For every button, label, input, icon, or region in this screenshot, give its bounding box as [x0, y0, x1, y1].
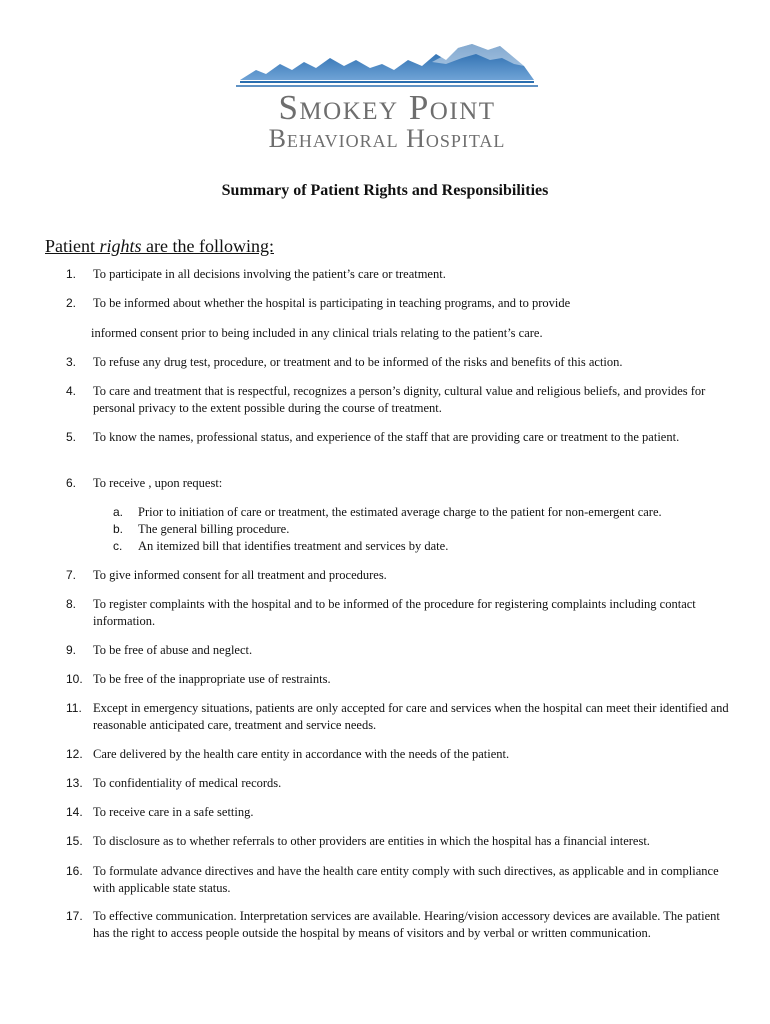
list-item: 8. To register complaints with the hospital and to be informed of the procedure for registering complaints including contact information. — [66, 597, 696, 628]
logo-name-line2: Behavioral Hospital — [268, 124, 506, 153]
list-item: 16. To formulate advance directives and have the health care entity comply with such directives, as applicable and in compliance with applicable state status. — [66, 864, 719, 895]
sub-list-item: a. Prior to initiation of care or treatment, the estimated average charge to the patient for non-emergent care. — [113, 505, 662, 519]
list-item: 15. To disclosure as to whether referrals to other providers are entities in which the hospital has a financial interest. — [66, 834, 650, 848]
mountain-logo-icon — [232, 40, 542, 90]
list-item: 11. Except in emergency situations, patients are only accepted for care and services when the hospital can meet their identified and reasonable anticipated care, treatment and service needs. — [66, 701, 729, 732]
section-heading: Patient rights are the following: — [45, 236, 274, 256]
list-item: 7. To give informed consent for all treatment and procedures. — [66, 568, 387, 582]
list-item: 1. To participate in all decisions involving the patient’s care or treatment. — [66, 267, 446, 281]
list-item: 2. To be informed about whether the hospital is participating in teaching programs, and to provide — [66, 296, 571, 310]
list-item: 10. To be free of the inappropriate use of restraints. — [66, 672, 331, 686]
list-item: 14. To receive care in a safe setting. — [66, 805, 254, 819]
list-item: 5. To know the names, professional status, and experience of the staff that are providing care or treatment to the patient. — [66, 430, 680, 444]
document-title: Summary of Patient Rights and Responsibilities — [221, 182, 549, 199]
list-item: 17. To effective communication. Interpretation services are available. Hearing/vision accessory devices are available. The patient has the right to access people outside the hospital by means of visitors and by verbal or written communication. — [66, 909, 720, 940]
list-item: 4. To care and treatment that is respectful, recognizes a person’s dignity, cultural value and religious beliefs, and provides for personal privacy to the extent possible during the course of treatment. — [66, 384, 706, 415]
list-item: 12. Care delivered by the health care entity in accordance with the needs of the patient. — [66, 747, 510, 761]
list-item-continuation: informed consent prior to being included in any clinical trials relating to the patient’s care. — [91, 326, 543, 340]
sub-list-item: c. An itemized bill that identifies treatment and services by date. — [113, 539, 449, 553]
list-item: 3. To refuse any drug test, procedure, or treatment and to be informed of the risks and benefits of this action. — [66, 355, 623, 369]
list-item: 9. To be free of abuse and neglect. — [66, 643, 253, 657]
list-item: 13. To confidentiality of medical records. — [66, 776, 282, 790]
sub-list-item: b. The general billing procedure. — [113, 522, 290, 536]
logo-name-line1: Smokey Point — [278, 88, 496, 127]
list-item: 6. To receive , upon request: — [66, 476, 223, 490]
hospital-logo — [232, 40, 542, 152]
